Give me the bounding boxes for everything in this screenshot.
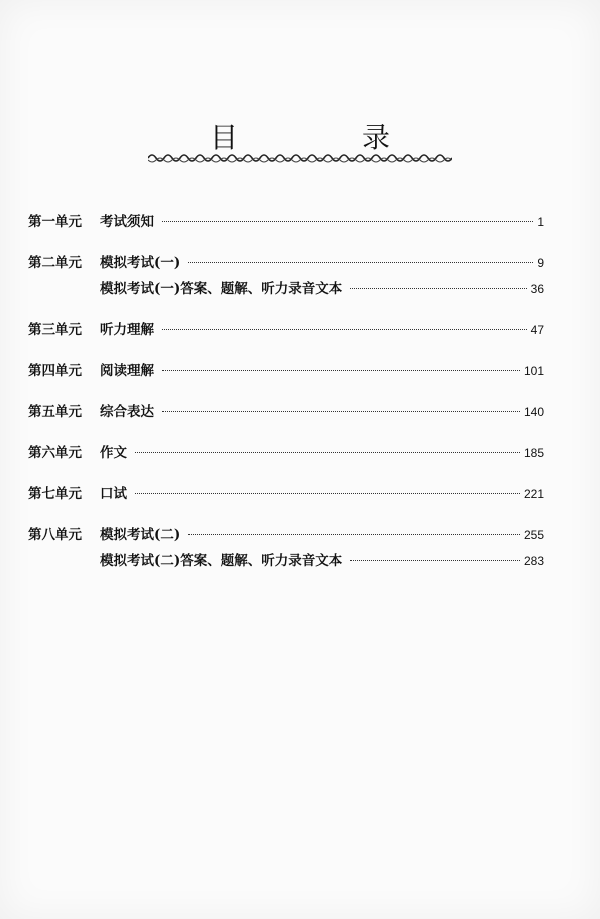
toc-row[interactable] xyxy=(28,441,544,467)
toc-entry-title: 作文 xyxy=(100,445,127,461)
toc-row[interactable] xyxy=(28,251,544,277)
toc-row[interactable] xyxy=(28,482,544,508)
toc-page-number: 255 xyxy=(523,528,544,542)
toc-row[interactable] xyxy=(28,277,544,303)
toc-page-number: 1 xyxy=(537,215,544,229)
toc-entry-title: 口试 xyxy=(100,486,127,502)
page-title: 目 录 xyxy=(209,121,438,154)
toc-unit-label: 第四单元 xyxy=(28,363,82,379)
toc-row[interactable] xyxy=(28,400,544,426)
toc-page-number: 185 xyxy=(523,446,544,460)
toc-page-number: 36 xyxy=(530,282,544,296)
toc-page-number: 47 xyxy=(530,323,544,337)
dot-leader xyxy=(350,560,520,561)
dot-leader xyxy=(188,262,533,263)
toc-page-number: 283 xyxy=(523,554,544,568)
toc-row[interactable] xyxy=(28,318,544,344)
toc-entry-title: 听力理解 xyxy=(100,322,154,338)
toc-unit-label: 第五单元 xyxy=(28,404,82,420)
dot-leader xyxy=(135,452,520,453)
toc-page-number: 9 xyxy=(537,256,544,270)
dot-leader xyxy=(135,493,520,494)
wave-ornament-icon xyxy=(148,150,452,166)
toc-row[interactable] xyxy=(28,549,544,575)
toc-row[interactable] xyxy=(28,210,544,236)
toc-unit-label: 第八单元 xyxy=(28,527,82,543)
dot-leader xyxy=(162,221,533,222)
toc-entry-title: 综合表达 xyxy=(100,404,154,420)
toc-entry-title: 模拟考试(一) xyxy=(100,255,181,271)
dot-leader xyxy=(162,411,520,412)
toc-page-number: 140 xyxy=(523,405,544,419)
dot-leader xyxy=(162,329,527,330)
toc-entry-title: 模拟考试(二)答案、题解、听力录音文本 xyxy=(100,553,343,569)
dot-leader xyxy=(350,288,526,289)
toc-page-number: 101 xyxy=(523,364,544,378)
toc-entry-title: 考试须知 xyxy=(100,214,154,230)
toc-unit-label: 第一单元 xyxy=(28,214,82,230)
toc-row[interactable] xyxy=(28,359,544,385)
toc-row[interactable] xyxy=(28,523,544,549)
toc-unit-label: 第七单元 xyxy=(28,486,82,502)
toc-page-number: 221 xyxy=(523,487,544,501)
toc-entry-title: 模拟考试(一)答案、题解、听力录音文本 xyxy=(100,281,343,297)
toc-entry-title: 阅读理解 xyxy=(100,363,154,379)
table-of-contents xyxy=(28,210,544,575)
toc-unit-label: 第六单元 xyxy=(28,445,82,461)
toc-unit-label: 第二单元 xyxy=(28,255,82,271)
dot-leader xyxy=(188,534,520,535)
toc-unit-label: 第三单元 xyxy=(28,322,82,338)
toc-entry-title: 模拟考试(二) xyxy=(100,527,181,543)
dot-leader xyxy=(162,370,520,371)
